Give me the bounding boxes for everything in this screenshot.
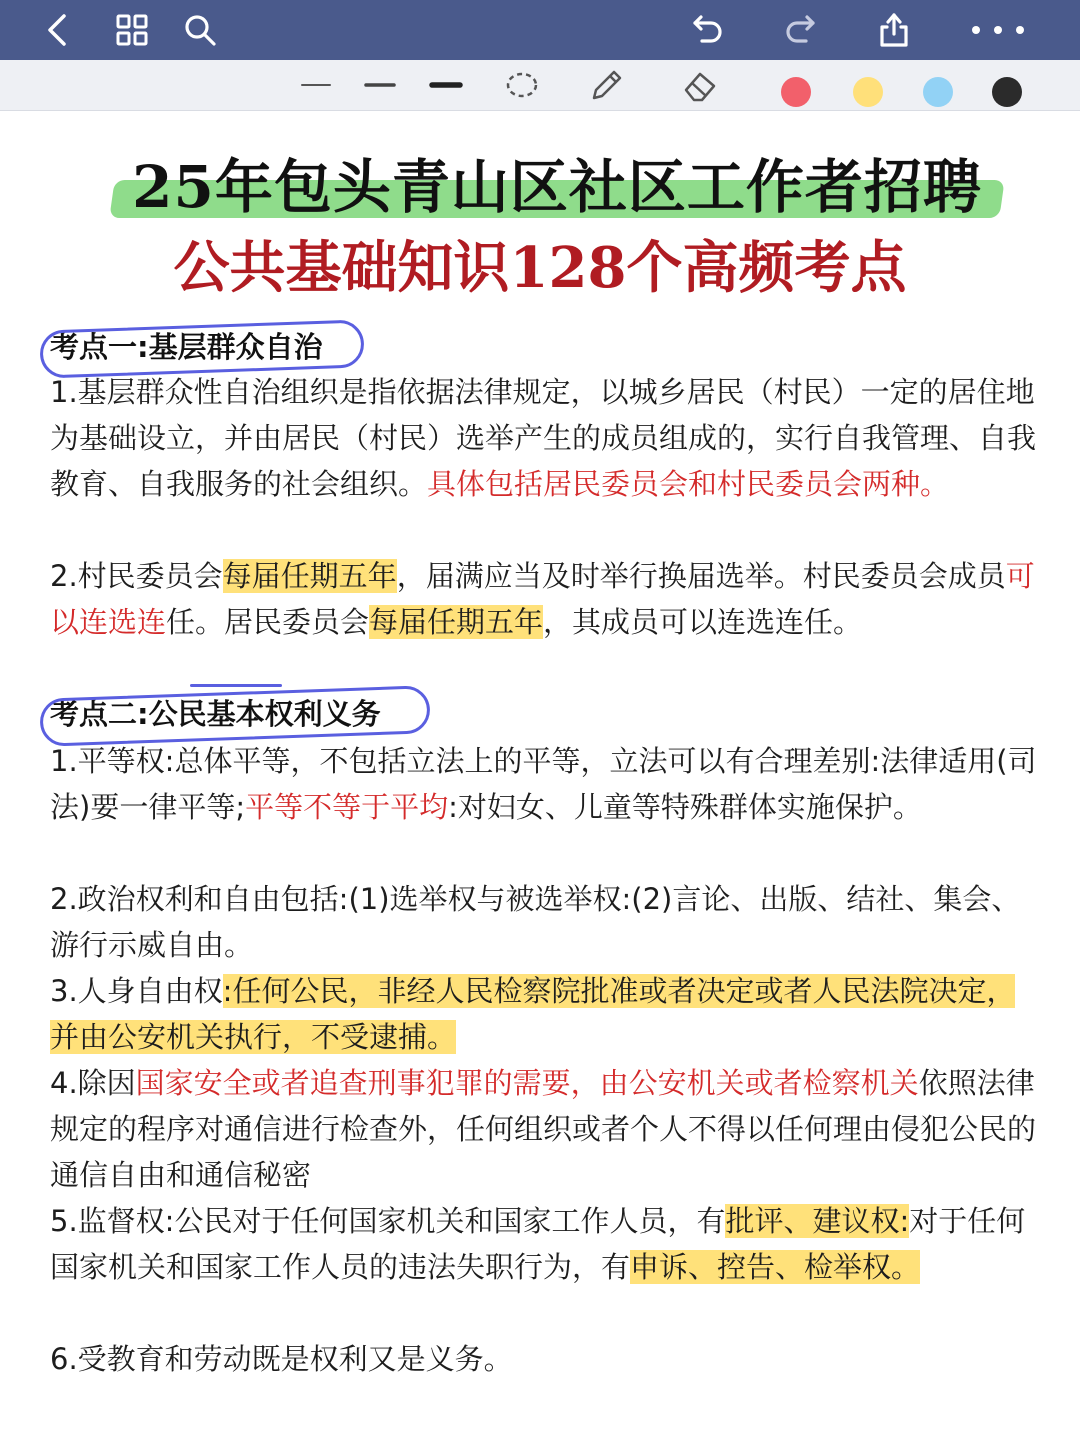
section-heading-1 (50, 325, 323, 369)
paragraph-s2-6: 6.受教育和劳动既是权利又是义务。 (50, 1342, 513, 1376)
text-span: :对妇女、儿童等特殊群体实施保护。 (448, 790, 922, 824)
color-yellow-swatch[interactable] (853, 77, 883, 107)
hand-drawn-stroke (190, 684, 282, 687)
text-span: 对于任何国家机关和国家工作人员的违法失职行为，有 (50, 1204, 1026, 1284)
red-text: 平等不等于平均 (245, 790, 449, 824)
eraser-icon[interactable] (680, 68, 720, 102)
grid-icon[interactable] (108, 6, 156, 54)
title-line-1 (112, 150, 1002, 224)
title-line-2: 公共基础知识128个高频考点 (173, 235, 907, 301)
paragraph-s2-4 (50, 1060, 1040, 1198)
section-heading-1-text: 考点一:基层群众自治 (50, 330, 323, 364)
paragraph-s1-2 (50, 553, 1040, 645)
note-page (0, 112, 1080, 1440)
top-app-bar (0, 0, 1080, 60)
back-arrow-icon[interactable] (34, 6, 82, 54)
yellow-highlight-text: 批评、建议权: (725, 1204, 910, 1238)
text-span: 5.监督权:公民对于任何国家机关和国家工作人员，有 (50, 1204, 726, 1238)
red-text: 可以连选连 (50, 559, 1035, 639)
color-black-swatch[interactable] (992, 77, 1022, 107)
color-red-swatch[interactable] (781, 77, 811, 107)
pen-medium-icon[interactable] (360, 68, 400, 102)
yellow-highlight-text: :任何公民，非经人民检察院批准或者决定或者人民法院决定，并由公安机关执行，不受逮捕。 (50, 974, 1016, 1054)
paragraph-s2-2: 2.政治权利和自由包括:(1)选举权与被选举权:(2)言论、出版、结社、集会、游行示威自由。 (50, 882, 1021, 962)
red-text: 国家安全或者追查刑事犯罪的需要，由公安机关或者检察机关 (135, 1066, 919, 1100)
yellow-highlight-text: 申诉、控告、检举权。 (630, 1250, 921, 1284)
pencil-icon[interactable] (586, 68, 626, 102)
undo-icon[interactable] (684, 6, 732, 54)
text-span: ，届满应当及时举行换届选举。村民委员会成员 (396, 559, 1006, 593)
section-heading-2 (50, 692, 381, 736)
search-icon[interactable] (176, 6, 224, 54)
text-span: 1.基层群众性自治组织是指依据法律规定，以城乡居民（村民）一定的居住地为基础设立，并由居民（村民）选举产生的成员组成的，实行自我管理、自我教育、自我服务的社会组织。 (50, 375, 1037, 501)
color-blue-swatch[interactable] (923, 77, 953, 107)
paragraph-s2-3 (50, 968, 1040, 1060)
lasso-icon[interactable] (502, 68, 542, 102)
text-span: 依照法律规定的程序对通信进行检查外，任何组织或者个人不得以任何理由侵犯公民的通信自由和通信秘密 (50, 1066, 1037, 1192)
share-icon[interactable] (870, 6, 918, 54)
pen-thin-icon[interactable] (296, 68, 336, 102)
redo-icon[interactable] (776, 6, 824, 54)
paragraph-s2-1 (50, 738, 1040, 830)
yellow-highlight-text: 每届任期五年 (369, 605, 544, 639)
yellow-highlight-text: 每届任期五年 (222, 559, 397, 593)
text-span: 1.平等权:总体平等，不包括立法上的平等，立法可以有合理差别:法律适用(司法)要一律平等; (50, 744, 1037, 824)
paragraph-s1-1 (50, 369, 1040, 507)
text-span: 4.除因 (50, 1066, 136, 1100)
text-span: ，其成员可以连选连任。 (543, 605, 863, 639)
text-span: 任。居民委员会 (166, 605, 370, 639)
red-text: 具体包括居民委员会和村民委员会两种。 (427, 467, 950, 501)
drawing-toolbar (0, 60, 1080, 111)
section-heading-2-text: 考点二:公民基本权利义务 (50, 697, 381, 731)
more-icon[interactable] (962, 6, 1034, 54)
text-span: 2.村民委员会 (50, 559, 223, 593)
pen-thick-icon[interactable] (426, 68, 466, 102)
text-span: 3.人身自由权 (50, 974, 223, 1008)
title-text-1: 25年包头青山区社区工作者招聘 (132, 153, 982, 221)
paragraph-s2-5 (50, 1198, 1040, 1290)
